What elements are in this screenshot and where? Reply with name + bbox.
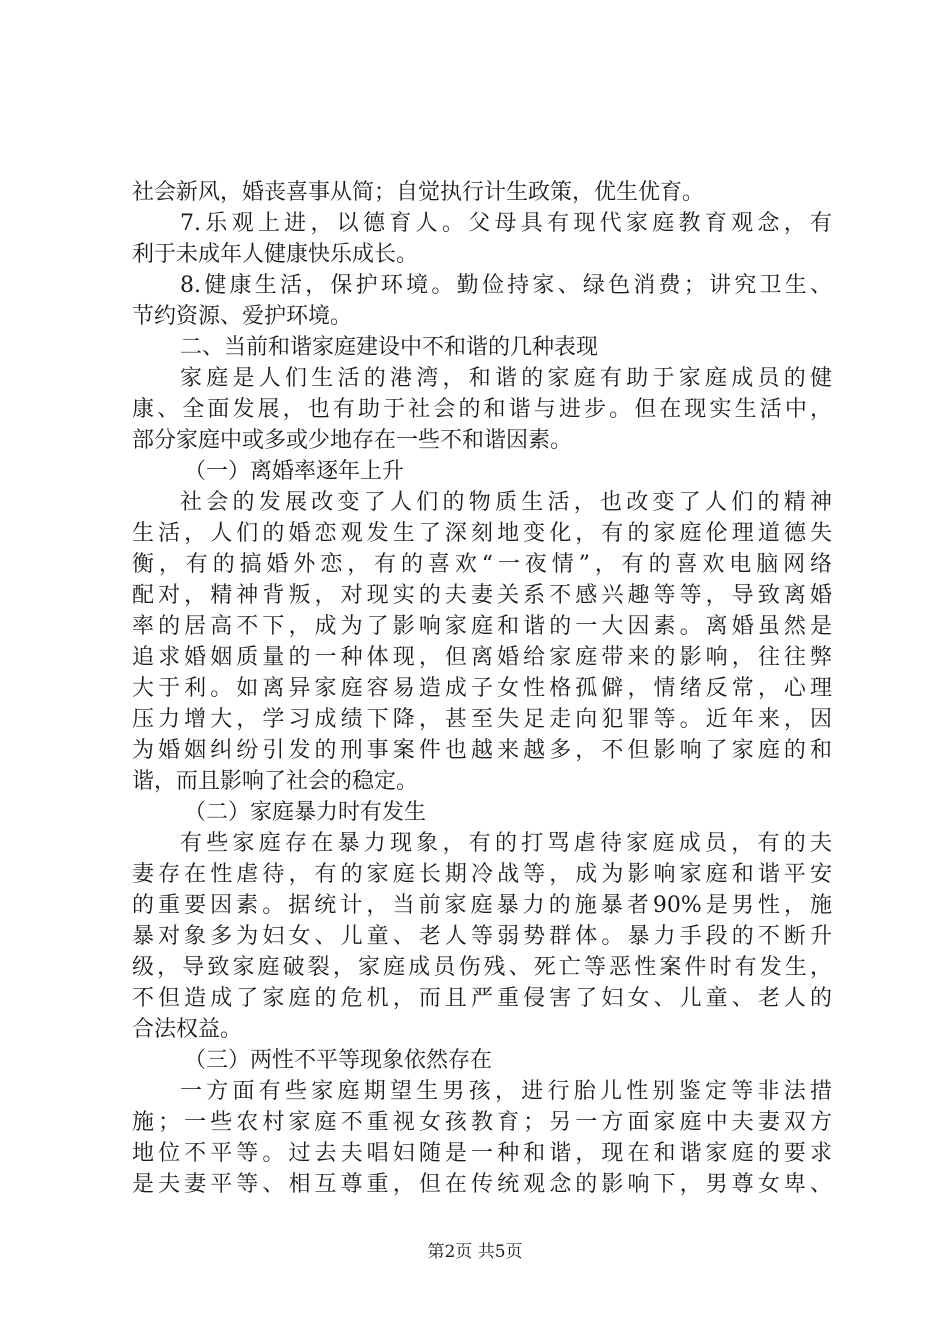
text-line: 一方面有些家庭期望生男孩，进行胎儿性别鉴定等非法措 bbox=[180, 1079, 832, 1104]
text-line: 是夫妻平等、相互尊重，但在传统观念的影响下，男尊女卑、 bbox=[132, 1172, 832, 1197]
text-line: 率的居高不下，成为了影响家庭和谐的一大因素。离婚虽然是 bbox=[132, 614, 832, 639]
text-line: 二、当前和谐家庭建设中不和谐的几种表现 bbox=[180, 335, 599, 360]
text-line: 有些家庭存在暴力现象，有的打骂虐待家庭成员，有的夫 bbox=[180, 831, 832, 856]
text-line: 社会的发展改变了人们的物质生活，也改变了人们的精神 bbox=[180, 490, 832, 515]
text-line: 衡，有的搞婚外恋，有的喜欢“一夜情”，有的喜欢电脑网络 bbox=[132, 552, 832, 577]
text-line: 为婚姻纠纷引发的刑事案件也越来越多，不但影响了家庭的和 bbox=[132, 738, 832, 763]
text-line: 7.乐观上进，以德育人。父母具有现代家庭教育观念，有 bbox=[180, 211, 832, 236]
text-line: 康、全面发展，也有助于社会的和谐与进步。但在现实生活中， bbox=[132, 397, 832, 422]
text-line: 大于利。如离异家庭容易造成子女性格孤僻，情绪反常，心理 bbox=[132, 676, 832, 701]
text-line: 利于未成年人健康快乐成长。 bbox=[132, 242, 419, 267]
text-line: （三）两性不平等现象依然存在 bbox=[184, 1048, 493, 1073]
text-line: 妻存在性虐待，有的家庭长期冷战等，成为影响家庭和谐平安 bbox=[132, 862, 832, 887]
text-line: 部分家庭中或多或少地存在一些不和谐因素。 bbox=[132, 428, 573, 453]
text-line: 不但造成了家庭的危机，而且严重侵害了妇女、儿童、老人的 bbox=[132, 986, 832, 1011]
text-line: （二）家庭暴力时有发生 bbox=[184, 800, 427, 825]
text-line: 追求婚姻质量的一种体现，但离婚给家庭带来的影响，往往弊 bbox=[132, 645, 832, 670]
text-line: 节约资源、爱护环境。 bbox=[132, 304, 353, 329]
text-line: 地位不平等。过去夫唱妇随是一种和谐，现在和谐家庭的要求 bbox=[132, 1141, 832, 1166]
text-line: 暴对象多为妇女、儿童、老人等弱势群体。暴力手段的不断升 bbox=[132, 924, 832, 949]
text-line: 8.健康生活，保护环境。勤俭持家、绿色消费；讲究卫生、 bbox=[180, 273, 832, 298]
text-line: 施；一些农村家庭不重视女孩教育；另一方面家庭中夫妻双方 bbox=[132, 1110, 832, 1135]
text-line: 谐，而且影响了社会的稳定。 bbox=[132, 769, 419, 794]
text-line: （一）离婚率逐年上升 bbox=[184, 459, 405, 484]
text-line: 压力增大，学习成绩下降，甚至失足走向犯罪等。近年来，因 bbox=[132, 707, 832, 732]
text-line: 家庭是人们生活的港湾，和谐的家庭有助于家庭成员的健 bbox=[180, 366, 832, 391]
document-body bbox=[132, 177, 832, 1200]
text-line: 生活，人们的婚恋观发生了深刻地变化，有的家庭伦理道德失 bbox=[132, 521, 832, 546]
text-line: 社会新风，婚丧喜事从简；自觉执行计生政策，优生优育。 bbox=[132, 180, 705, 205]
text-line: 的重要因素。据统计，当前家庭暴力的施暴者90%是男性，施 bbox=[132, 893, 832, 918]
page-number-footer: 第2页 共5页 bbox=[427, 1242, 523, 1262]
text-line: 配对，精神背叛，对现实的夫妻关系不感兴趣等等，导致离婚 bbox=[132, 583, 832, 608]
text-line: 合法权益。 bbox=[132, 1017, 243, 1042]
text-line: 级，导致家庭破裂，家庭成员伤残、死亡等恶性案件时有发生， bbox=[132, 955, 832, 980]
